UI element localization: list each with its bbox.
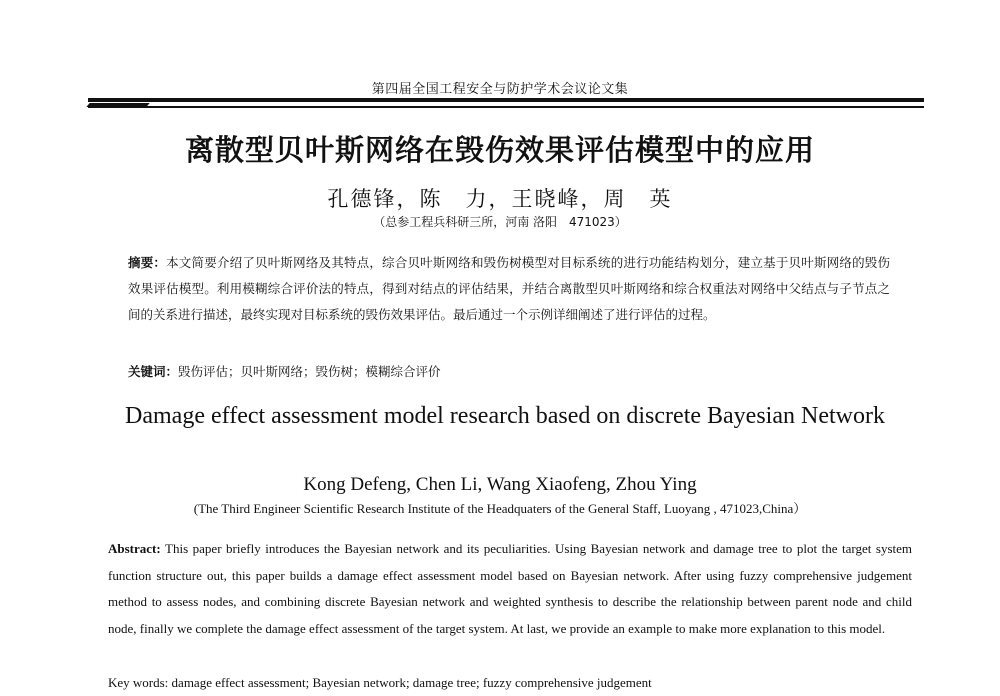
abstract-chinese-label: 摘要：: [128, 255, 167, 270]
header-rule-thin: [88, 106, 924, 108]
affiliation-chinese: （总参工程兵科研三所，河南 洛阳 471023）: [373, 215, 627, 229]
header-rule-thick: [88, 98, 924, 102]
keywords-chinese-text: 毁伤评估；贝叶斯网络；毁伤树；模糊综合评价: [178, 364, 441, 379]
authors-english: Kong Defeng, Chen Li, Wang Xiaofeng, Zhou Ying: [303, 474, 697, 495]
keywords-chinese: [128, 362, 890, 380]
abstract-english-text: This paper briefly introduces the Bayesian network and its peculiarities. Using Bayesian network and damage tree to plot the target system function structure out, this paper builds a damage effect assessment model based on Bayesian network. After using fuzzy comprehensive judgement method to assess nodes, and combining discrete Bayesian network and weighted synthesis to describe the relationship between parent node and child node, finally we complete the damage effect assessment of the target system. At last, we provide an example to make more explanation to this model.: [108, 541, 912, 636]
keywords-english-label: Key words:: [108, 675, 169, 690]
title-chinese: 离散型贝叶斯网络在毁伤效果评估模型中的应用: [184, 133, 815, 167]
keywords-english: [108, 670, 912, 696]
affiliation-english: (The Third Engineer Scientific Research Institute of the Headquaters of the General Staff, Luoyang , 471023,China）: [193, 501, 807, 516]
keywords-english-text: damage effect assessment; Bayesian network; damage tree; fuzzy comprehensive judgement: [171, 675, 652, 690]
abstract-chinese: [128, 250, 890, 328]
abstract-english-label: Abstract:: [108, 541, 161, 556]
title-english: Damage effect assessment model research based on discrete Bayesian Network: [125, 403, 885, 429]
authors-chinese: 孔德锋，陈 力，王晓峰，周 英: [327, 187, 673, 211]
abstract-english: [108, 536, 912, 642]
proceedings-header: 第四届全国工程安全与防护学术会议论文集: [371, 82, 629, 97]
keywords-chinese-label: 关键词：: [128, 364, 179, 379]
abstract-chinese-text: 本文简要介绍了贝叶斯网络及其特点，综合贝叶斯网络和毁伤树模型对目标系统的进行功能结构划分，建立基于贝叶斯网络的毁伤效果评估模型。利用模糊综合评价法的特点，得到对结点的评估结果，并结合离散型贝叶斯网络和综合权重法对网络中父结点与子节点之间的关系进行描述，最终实现对目标系统的毁伤效果评估。最后通过一个示例详细阐述了进行评估的过程。: [128, 255, 890, 322]
